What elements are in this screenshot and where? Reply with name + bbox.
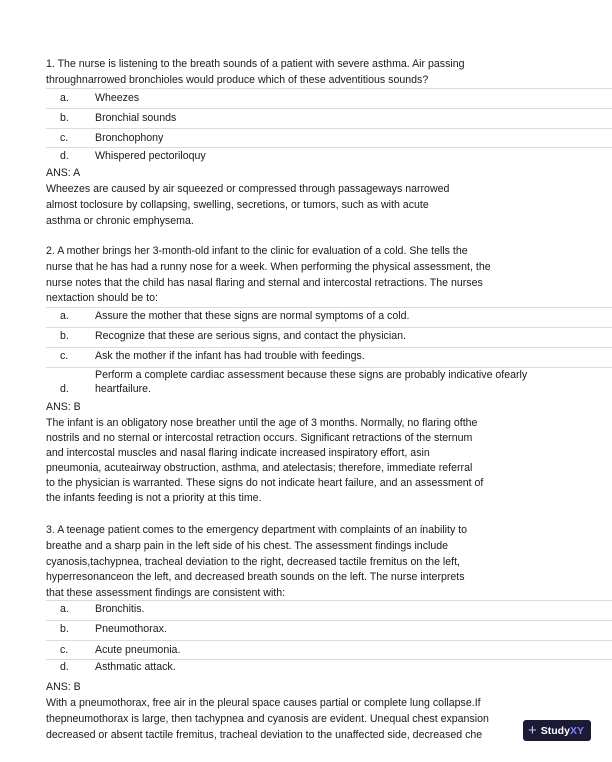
q3-stem-line: 3. A teenage patient comes to the emergency department with complaints of an inability to: [46, 524, 468, 536]
q3-stem-line: hyperresonanceon the left, and decreased breath sounds on the left. The nurse interprets: [46, 571, 465, 583]
q2-stem-line: 2. A mother brings her 3-month-old infant to the clinic for evaluation of a cold. She tells the: [46, 245, 468, 257]
q2-option-c: Ask the mother if the infant has had trouble with feedings.: [95, 350, 365, 362]
divider: [46, 347, 612, 348]
q2-rationale-line: to the physician is warranted. These signs do not indicate heart failure, and an assessment of: [46, 477, 484, 489]
q1-option-a: Wheezes: [95, 92, 140, 104]
q1-option-b: Bronchial sounds: [95, 112, 177, 124]
q2-option-d-letter: d.: [60, 383, 69, 395]
q2-option-b-letter: b.: [60, 330, 69, 342]
q1-option-a-letter: a.: [60, 92, 69, 104]
q3-rationale-line: thepneumothorax is large, then tachypnea and cyanosis are evident. Unequal chest expansion: [46, 713, 489, 725]
q3-stem-line: cyanosis,tachypnea, tracheal deviation to the right, decreased tactile fremitus on the left,: [46, 556, 460, 568]
divider: [46, 147, 612, 148]
q2-option-d-cont: heartfailure.: [95, 383, 151, 395]
divider: [46, 640, 612, 641]
q2-option-a: Assure the mother that these signs are normal symptoms of a cold.: [95, 310, 410, 322]
q2-stem-line: nurse that he has had a runny nose for a week. When performing the physical assessment, the: [46, 261, 491, 273]
q3-option-c: Acute pneumonia.: [95, 644, 181, 656]
q1-option-c: Bronchophony: [95, 132, 164, 144]
q1-rationale-line: asthma or chronic emphysema.: [46, 215, 194, 227]
q1-option-d-letter: d.: [60, 150, 69, 162]
q3-option-c-letter: c.: [60, 644, 69, 656]
q1-rationale-line: almost toclosure by collapsing, swelling, secretions, or tumors, such as with acute: [46, 199, 429, 211]
divider: [46, 600, 612, 601]
q2-stem-line: nextaction should be to:: [46, 292, 158, 304]
q2-option-c-letter: c.: [60, 350, 69, 362]
q3-stem-line: breathe and a sharp pain in the left side of his chest. The assessment findings include: [46, 540, 449, 552]
q3-option-d: Asthmatic attack.: [95, 661, 176, 673]
q3-rationale-line: With a pneumothorax, free air in the pleural space causes partial or complete lung collapse.If: [46, 697, 481, 709]
q1-stem-line: 1. The nurse is listening to the breath sounds of a patient with severe asthma. Air passing: [46, 58, 465, 70]
brand-study: Study: [540, 724, 570, 737]
q3-answer: ANS: B: [46, 681, 81, 693]
brand-logo: [541, 725, 584, 737]
q2-stem-line: nurse notes that the child has nasal flaring and sternal and intercostal retractions. The nurses: [46, 277, 483, 289]
q2-option-a-letter: a.: [60, 310, 69, 322]
q2-rationale-line: and intercostal muscles and nasal flaring indicate increased inspiratory effort, asin: [46, 447, 430, 459]
q3-option-d-letter: d.: [60, 661, 69, 673]
q1-option-d: Whispered pectoriloquy: [95, 150, 206, 162]
studyxy-badge[interactable]: [523, 720, 591, 741]
q2-answer: ANS: B: [46, 401, 81, 413]
divider: [46, 327, 612, 328]
q1-answer: ANS: A: [46, 167, 81, 179]
q1-stem-line: throughnarrowed bronchioles would produce which of these adventitious sounds?: [46, 74, 429, 86]
q2-rationale-line: The infant is an obligatory nose breather until the age of 3 months. Normally, no flaring ofthe: [46, 417, 478, 429]
q1-rationale-line: Wheezes are caused by air squeezed or compressed through passageways narrowed: [46, 183, 450, 195]
q3-option-b: Pneumothorax.: [95, 623, 167, 635]
divider: [46, 620, 612, 621]
q2-option-b: Recognize that these are serious signs, and contact the physician.: [95, 330, 406, 342]
q2-rationale-line: pneumonia, acuteairway obstruction, asthma, and atelectasis; therefore, immediate referral: [46, 462, 473, 474]
q2-rationale-line: nostrils and no sternal or intercostal retraction occurs. Significant retractions of the sternum: [46, 432, 473, 444]
q3-option-a: Bronchitis.: [95, 603, 145, 615]
brand-xy: XY: [569, 724, 584, 737]
divider: [46, 88, 612, 89]
divider: [46, 128, 612, 129]
q3-rationale-line: decreased or absent tactile fremitus, tracheal deviation to the unaffected side, decreased che: [46, 729, 483, 741]
q1-option-c-letter: c.: [60, 132, 69, 144]
plus-icon: +: [528, 722, 537, 739]
divider: [46, 307, 612, 308]
q3-option-b-letter: b.: [60, 623, 69, 635]
q2-option-d: Perform a complete cardiac assessment because these signs are probably indicative ofearly: [95, 369, 528, 381]
q1-option-b-letter: b.: [60, 112, 69, 124]
divider: [46, 108, 612, 109]
q3-stem-line: that these assessment findings are consistent with:: [46, 587, 286, 599]
q2-rationale-line: the infants feeding is not a priority at this time.: [46, 492, 262, 504]
q3-option-a-letter: a.: [60, 603, 69, 615]
